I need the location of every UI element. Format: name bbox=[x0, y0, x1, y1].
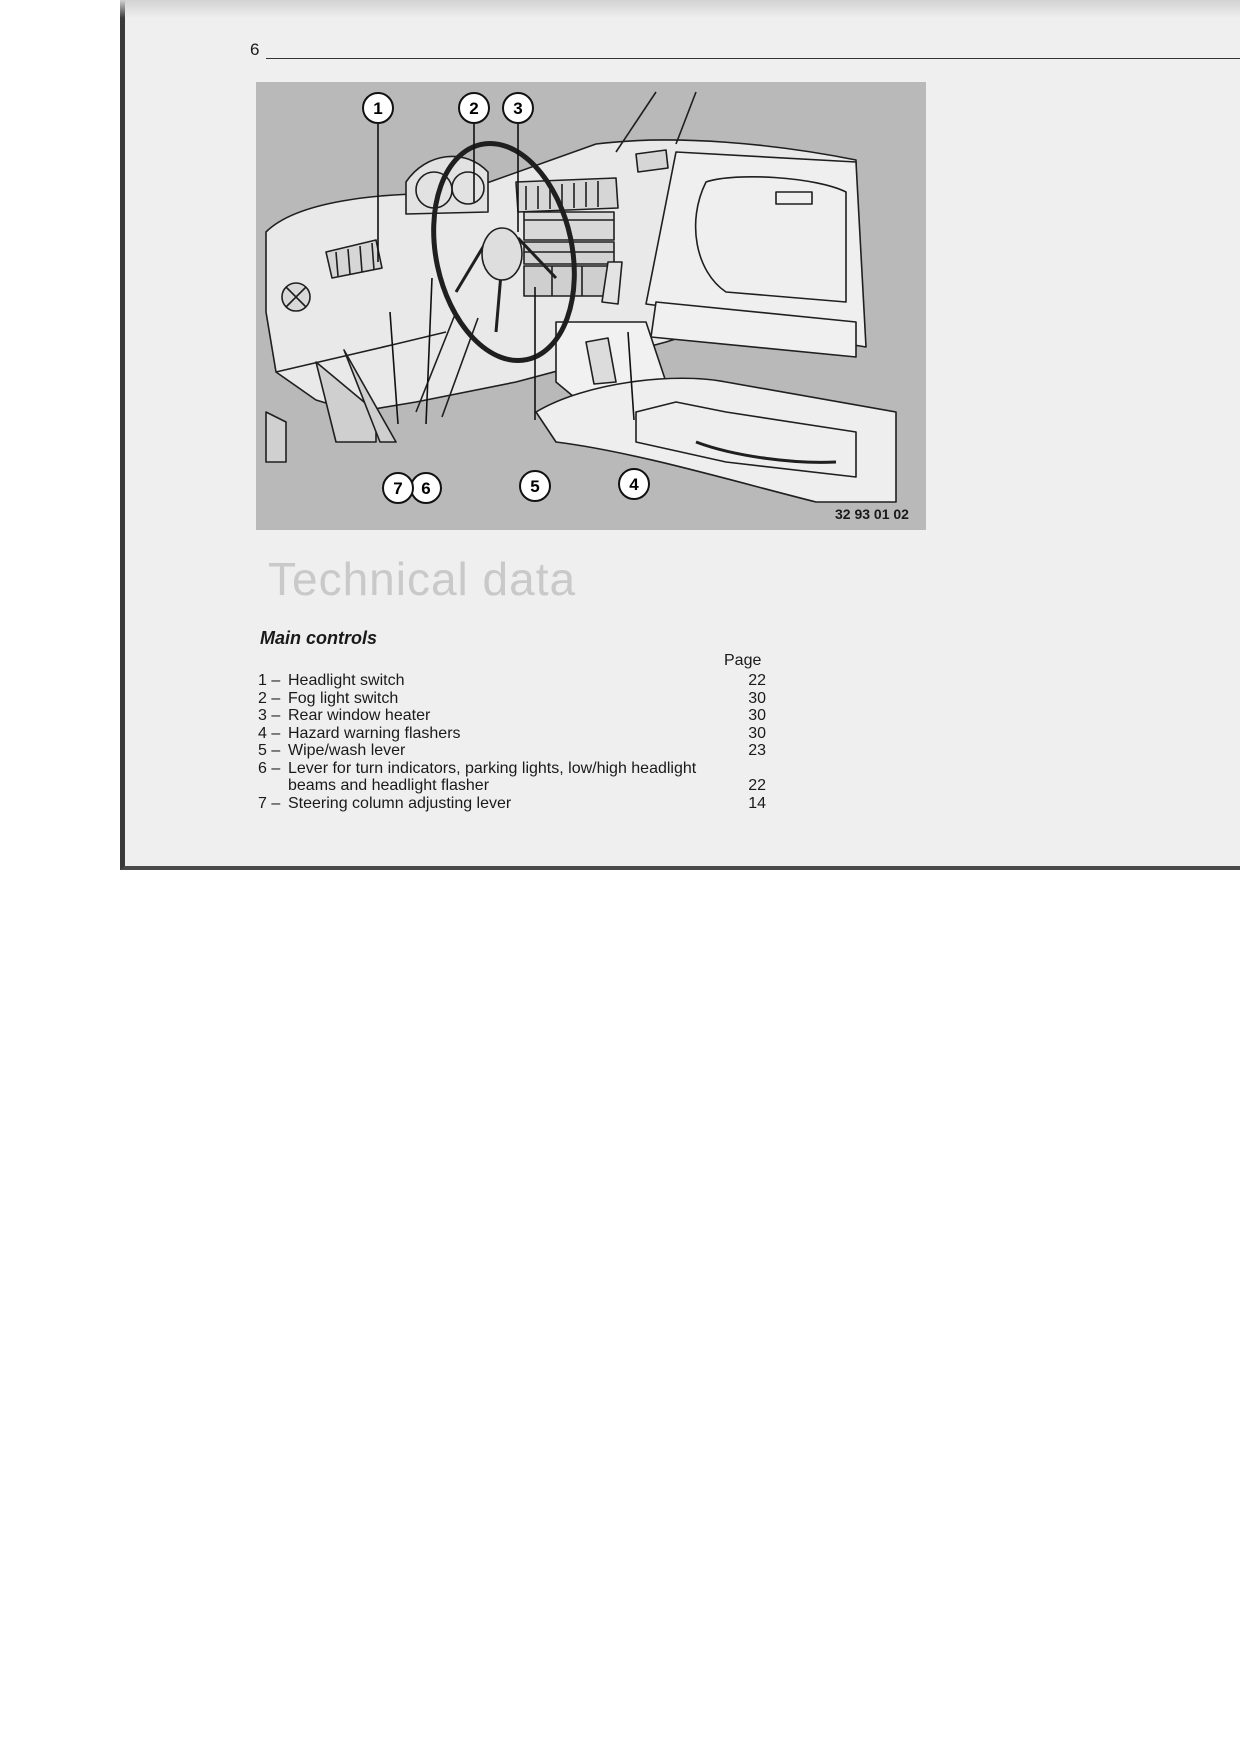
controls-list bbox=[258, 672, 766, 812]
item-label: Rear window heater bbox=[288, 707, 431, 724]
item-page: 14 bbox=[748, 794, 766, 812]
header-rule bbox=[266, 58, 1240, 59]
callout-2 bbox=[459, 93, 489, 123]
item-page: 30 bbox=[748, 724, 766, 742]
callout-5 bbox=[520, 471, 550, 501]
dashboard-illustration bbox=[256, 82, 926, 530]
callout-6-label: 6 bbox=[421, 479, 431, 498]
list-item bbox=[258, 707, 766, 725]
item-page: 30 bbox=[748, 689, 766, 707]
list-item bbox=[258, 690, 766, 708]
item-label: Wipe/wash lever bbox=[288, 742, 406, 759]
callout-7 bbox=[383, 473, 413, 503]
callout-5-label: 5 bbox=[530, 477, 540, 496]
callout-2-label: 2 bbox=[469, 99, 479, 118]
callout-3 bbox=[503, 93, 533, 123]
callout-1-label: 1 bbox=[373, 99, 383, 118]
callout-4 bbox=[619, 469, 649, 499]
callout-7-label: 7 bbox=[393, 479, 403, 498]
item-label: Steering column adjusting lever bbox=[288, 794, 512, 812]
list-item bbox=[258, 672, 766, 690]
item-label: Hazard warning flashers bbox=[288, 724, 461, 742]
list-item bbox=[258, 760, 766, 795]
item-number: 7 – bbox=[258, 794, 281, 812]
list-item bbox=[258, 795, 766, 813]
callout-4-label: 4 bbox=[629, 475, 639, 494]
page-column-header: Page bbox=[724, 652, 762, 669]
figure-code: 32 93 01 02 bbox=[835, 506, 909, 522]
item-number: 5 – bbox=[258, 742, 281, 759]
dashboard-drawing bbox=[256, 82, 926, 530]
list-item bbox=[258, 742, 766, 760]
scan-edge-shadow bbox=[120, 0, 1240, 18]
callout-1 bbox=[363, 93, 393, 123]
section-title: Main controls bbox=[260, 628, 378, 648]
item-page: 30 bbox=[748, 707, 766, 724]
item-label: Fog light switch bbox=[288, 689, 399, 707]
item-number: 3 – bbox=[258, 707, 281, 724]
page-number: 6 bbox=[250, 40, 260, 59]
item-label: Headlight switch bbox=[288, 672, 405, 689]
item-number: 4 – bbox=[258, 724, 281, 742]
item-number: 2 – bbox=[258, 689, 281, 707]
item-number: 6 – bbox=[258, 759, 281, 777]
item-page: 22 bbox=[748, 777, 766, 794]
list-item bbox=[258, 725, 766, 743]
item-page: 22 bbox=[748, 672, 766, 689]
item-page: 23 bbox=[748, 742, 766, 759]
item-number: 1 – bbox=[258, 672, 281, 689]
item-label: Lever for turn indicators, parking lights, low/high headlight beams and headlight flasher bbox=[288, 759, 697, 794]
callout-6 bbox=[411, 473, 441, 503]
bleed-through-text: Technical data bbox=[268, 553, 577, 605]
callout-3-label: 3 bbox=[513, 99, 523, 118]
